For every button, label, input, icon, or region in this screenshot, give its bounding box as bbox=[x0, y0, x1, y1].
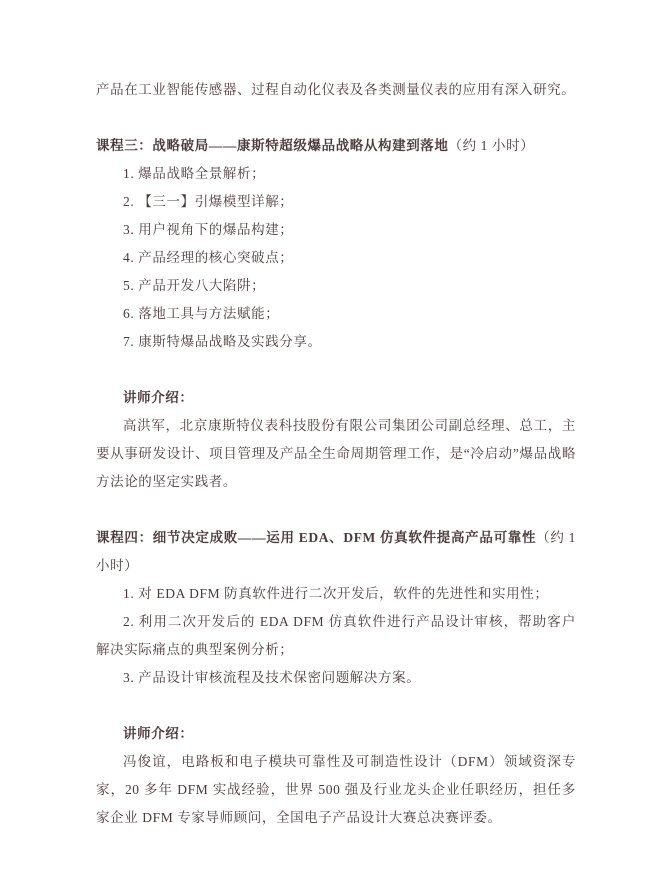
course4-lecturer-label: 讲师介绍： bbox=[123, 726, 194, 741]
course3-lecturer-label: 讲师介绍： bbox=[123, 390, 194, 405]
course4-heading bbox=[96, 524, 576, 580]
course4-item-1: 1. 对 EDA DFM 防真软件进行二次开发后，软件的先进性和实用性； bbox=[123, 586, 549, 601]
course4-item-2: 2. 利用二次开发后的 EDA DFM 仿真软件进行产品设计审核，帮助客户解决实际痛点的典型案例分析； bbox=[96, 614, 576, 657]
course3-item-6: 6. 落地工具与方法赋能； bbox=[123, 306, 280, 321]
course3-item-7: 7. 康斯特爆品战略及实践分享。 bbox=[123, 334, 322, 349]
course4-heading-title: 课程四：细节决定成败——运用 EDA、DFM 仿真软件提高产品可靠性 bbox=[96, 530, 537, 545]
course3-item-4: 4. 产品经理的核心突破点； bbox=[123, 250, 294, 265]
blank-line bbox=[96, 496, 576, 524]
blank-line bbox=[96, 692, 576, 720]
course3-heading-duration: （约 1 小时） bbox=[448, 138, 535, 153]
course3-heading bbox=[96, 132, 576, 160]
course3-lecturer-bio: 高洪军，北京康斯特仪表科技股份有限公司集团公司副总经理、总工，主要从事研发设计、项目管理及产品全生命周期管理工作，是“冷启动”爆品战略方法论的坚定实践者。 bbox=[96, 418, 576, 489]
course3-item-3: 3. 用户视角下的爆品构建； bbox=[123, 222, 294, 237]
course3-item-2: 2. 【三一】引爆模型详解； bbox=[123, 194, 294, 209]
intro-paragraph: 产品在工业智能传感器、过程自动化仪表及各类测量仪表的应用有深入研究。 bbox=[96, 82, 576, 97]
course4-lecturer-bio: 冯俊谊，电路板和电子模块可靠性及可制造性设计（DFM）领域资深专家，20 多年 DFM 实战经验，世界 500 强及行业龙头企业任职经历，担任多家企业 DFM 专家导师顾问，全国电子产品设计大赛总决赛评委。 bbox=[96, 754, 576, 825]
blank-line bbox=[96, 104, 576, 132]
blank-line bbox=[96, 356, 576, 384]
course3-item-1: 1. 爆品战略全景解析； bbox=[123, 166, 266, 181]
course3-heading-title: 课程三：战略破局——康斯特超级爆品战略从构建到落地 bbox=[96, 138, 449, 153]
course3-item-5: 5. 产品开发八大陷阱； bbox=[123, 278, 266, 293]
course4-heading-duration: （约 1 小时） bbox=[96, 530, 576, 573]
course4-item-3: 3. 产品设计审核流程及技术保密问题解决方案。 bbox=[123, 670, 421, 685]
